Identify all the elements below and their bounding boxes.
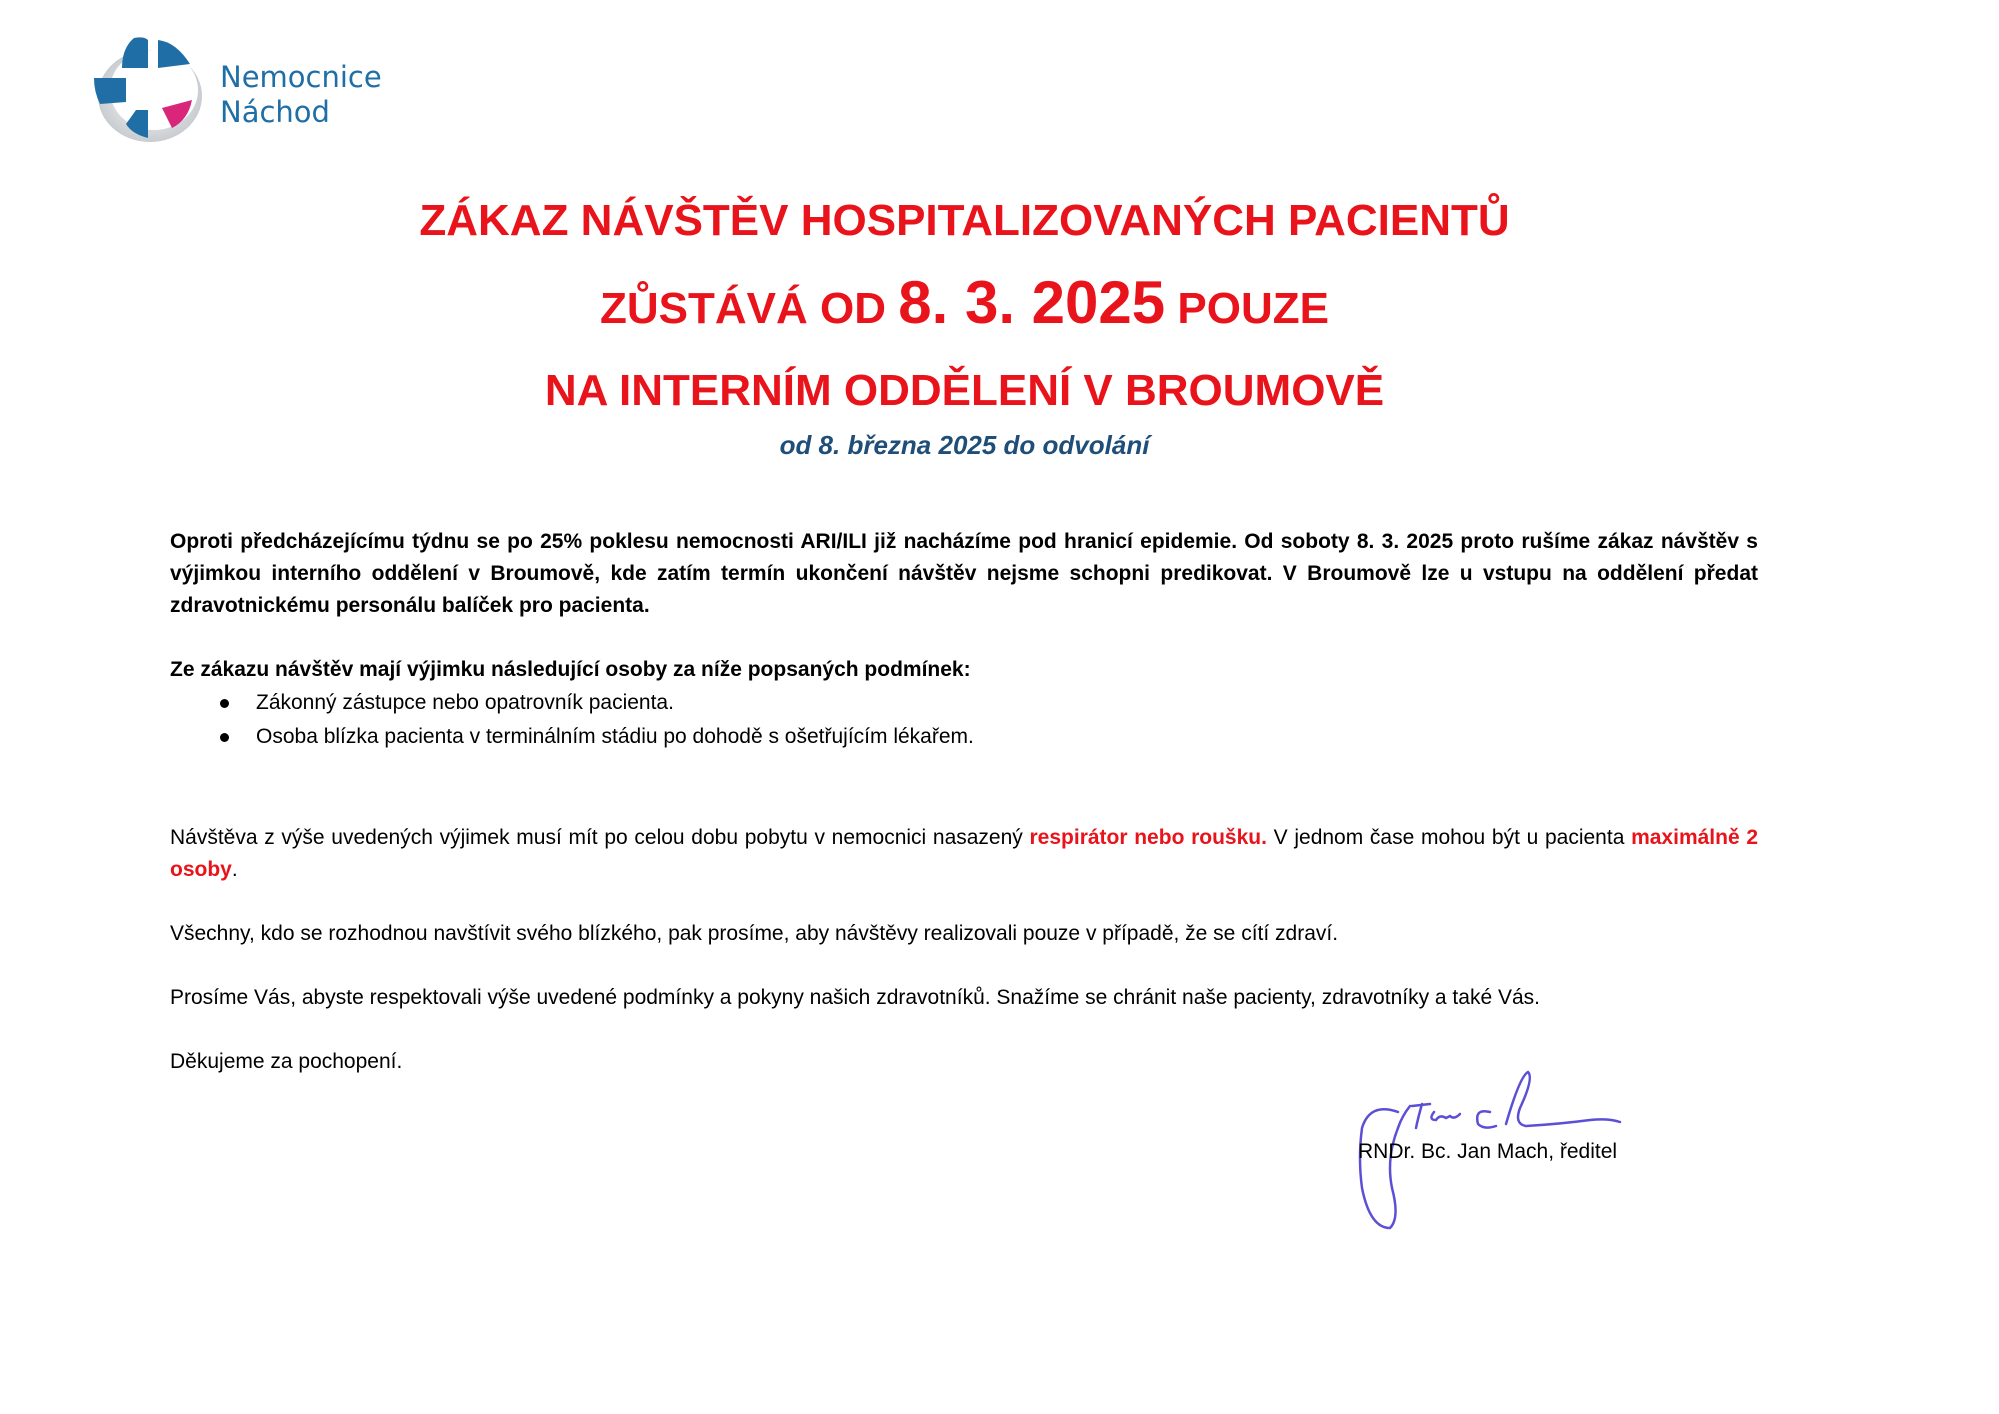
conditions-text-b: V jednom čase mohou být u pacienta [1266,826,1632,849]
health-paragraph: Všechny, kdo se rozhodnou navštívit svého blízkého, pak prosíme, aby návštěvy realizovali pouze v případě, že se cítí zdraví. [170,922,1339,945]
exceptions-heading: Ze zákazu návštěv mají výjimku následující osoby za níže popsaných podmínek: [170,658,971,681]
max-persons-highlight: maximálně 2 osoby [170,826,1759,881]
heading-line-2 [0,262,1929,350]
thanks-paragraph: Děkujeme za pochopení. [170,1050,403,1073]
exceptions-list [170,686,1758,754]
list-item: Osoba blízka pacienta v terminálním stádiu po dohodě s ošetřujícím lékařem. [220,720,1758,754]
hospital-logo [92,34,422,144]
respirator-highlight: respirátor nebo roušku. [1029,826,1267,849]
heading-line-1: ZÁKAZ NÁVŠTĚV HOSPITALIZOVANÝCH PACIENTŮ [419,196,1510,245]
list-item: Zákonný zástupce nebo opatrovník pacienta. [220,686,1758,720]
heading-date: 8. 3. 2025 [898,269,1166,336]
heading-line-2-pre: ZŮSTÁVÁ OD [600,284,899,333]
logo-text [220,60,382,130]
notice-body [170,526,1758,1078]
notice-heading [0,180,1929,432]
intro-paragraph: Oproti předcházejícímu týdnu se po 25% poklesu nemocnosti ARI/ILI již nacházíme pod hranicí epidemie. Od soboty 8. 3. 2025 proto rušíme zákaz návštěv s výjimkou interního oddělení v Broumově, kde zatím termín ukončení návštěv nejsme schopni predikovat. V Broumově lze u vstupu na oddělení předat zdravotnickému personálu balíček pro pacienta. [170,530,1758,617]
signatory-name: RNDr. Bc. Jan Mach, ředitel [1358,1140,1618,1163]
heading-line-3: NA INTERNÍM ODDĚLENÍ V BROUMOVĚ [544,366,1385,415]
logo-line-1: Nemocnice [220,60,382,94]
heading-line-2-post: POUZE [1165,284,1329,333]
conditions-text-c: . [231,858,238,881]
logo-cross-icon [92,34,212,144]
logo-line-2: Náchod [220,95,330,129]
conditions-text-a: Návštěva z výše uvedených výjimek musí mít po celou dobu pobytu v nemocnici nasazený [170,826,1030,849]
respect-paragraph: Prosíme Vás, abyste respektovali výše uvedené podmínky a pokyny našich zdravotníků. Snažíme se chránit naše pacienty, zdravotníky a také Vás. [170,986,1540,1009]
heading-subtitle: od 8. března 2025 do odvolání [779,430,1150,460]
conditions-paragraph [170,822,1758,886]
